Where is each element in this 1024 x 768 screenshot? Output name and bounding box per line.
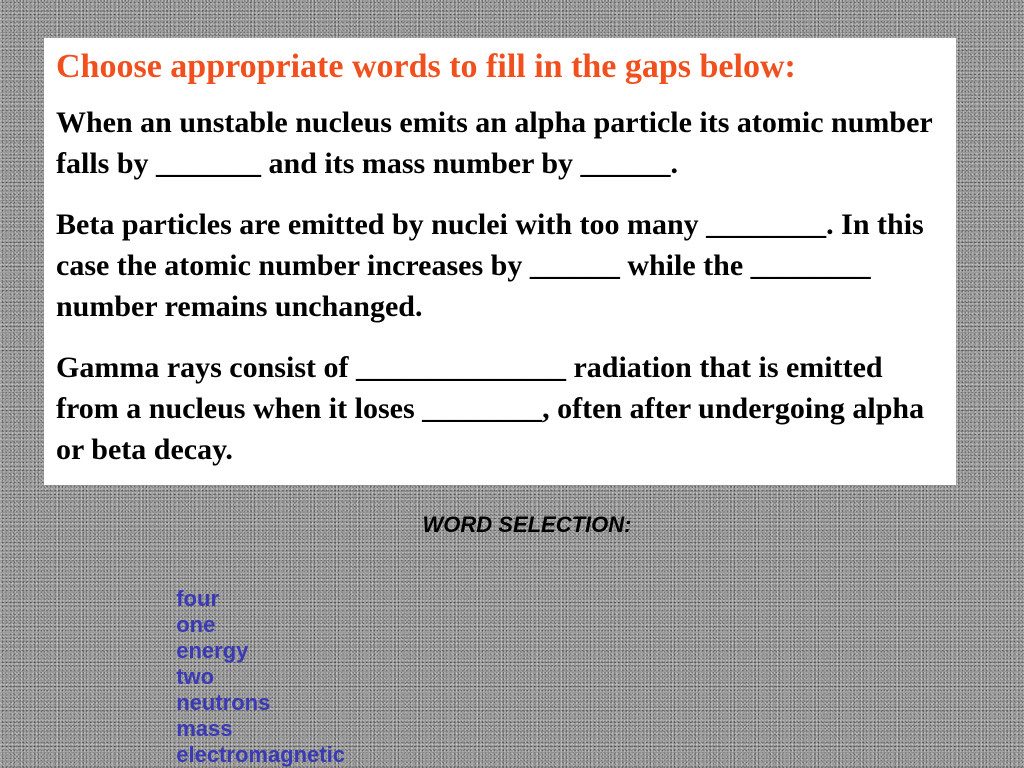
word-two: two [176, 664, 215, 689]
word-neutrons: neutrons [176, 690, 271, 715]
paragraph-beta: Beta particles are emitted by nuclei with too many ________. In this case the atomic number increases by ______ while the ________ number remains unchanged. [56, 208, 924, 323]
paragraph-gamma: Gamma rays consist of ______________ radiation that is emitted from a nucleus when it loses ________, often after undergoing alpha or beta decay. [56, 351, 925, 466]
word-selection-list [164, 560, 345, 768]
word-four: four [176, 586, 219, 611]
word-one: one [176, 612, 216, 637]
word-energy: energy [176, 638, 249, 663]
paragraph-alpha: When an unstable nucleus emits an alpha particle its atomic number falls by _______ and its mass number by ______. [56, 106, 933, 180]
word-selection-heading: WORD SELECTION: [422, 512, 632, 537]
question-card [44, 38, 956, 485]
word-mass: mass [176, 716, 233, 741]
word-electromagnetic: electromagnetic [176, 742, 345, 767]
slide-title: Choose appropriate words to fill in the gaps below: [56, 48, 796, 85]
